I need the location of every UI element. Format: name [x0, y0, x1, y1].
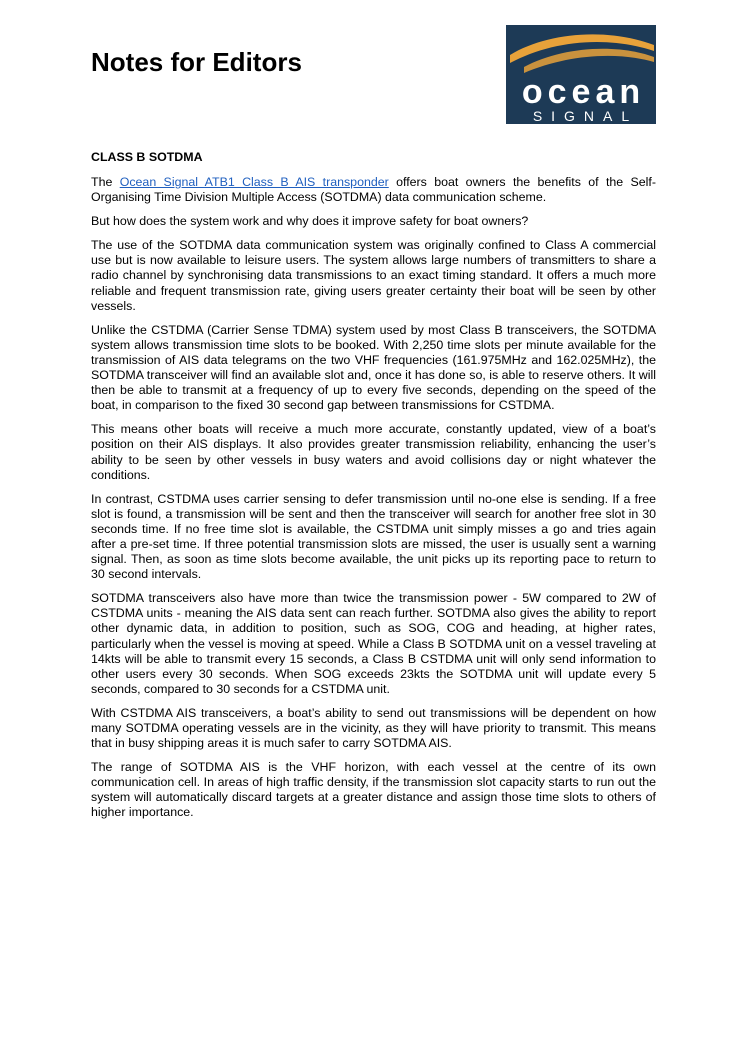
section-heading: CLASS B SOTDMA	[91, 150, 203, 164]
intro-suffix: offers boat owners the benefits of the Self-Organising Time Division Multiple Access (SOTDMA) data communication scheme.	[91, 175, 656, 205]
paragraph-cstdma-contrast: In contrast, CSTDMA uses carrier sensing to defer transmission until no-one else is sending. If a free slot is found, a transmission will be sent and then the transceiver will search for another free slot in 30 seconds time. If no free time slot is available, the CSTDMA unit simply misses a go and tries again after a pre-set time. If three potential transmission slots are missed, the user is usually sent a warning signal. Then, as soon as time slots become available, the unit picks up its reporting pace to return to 30 second intervals.	[91, 491, 656, 582]
paragraph-range: The range of SOTDMA AIS is the VHF horizon, with each vessel at the centre of its own communication cell. In areas of high traffic density, if the transmission slot capacity starts to run out the system will automatically discard targets at a greater distance and assign those time slots to others of higher importance.	[91, 760, 656, 820]
logo-wordmark-ocean: ocean	[521, 73, 646, 111]
ocean-signal-logo	[506, 25, 656, 124]
article-body	[91, 150, 656, 830]
product-link[interactable]: Ocean Signal ATB1 Class B AIS transponder	[119, 175, 389, 189]
paragraph-time-slots: Unlike the CSTDMA (Carrier Sense TDMA) system used by most Class B transceivers, the SOTDMA system allows transmission time slots to be booked. With 2,250 time slots per minute available for the transmission of AIS data telegrams on the two VHF frequencies (161.975MHz and 162.025MHz), the SOTDMA transceiver will find an available slot and, once it has done so, is able to reserve others. It will then be able to transmit at a frequency of up to every five seconds, depending on the speed of the boat, in comparison to the fixed 30 second gap between transmissions for CSTDMA.	[91, 322, 656, 413]
paragraph-transmission-power: SOTDMA transceivers also have more than twice the transmission power - 5W compared to 2W of CSTDMA units - meaning the AIS data sent can reach further. SOTDMA also gives the ability to report other dynamic data, in addition to position, such as SOG, COG and heading, at higher rates, particularly when the vessel is moving at speed. While a Class B SOTDMA unit on a vessel traveling at 14kts will be able to transmit every 15 seconds, a Class B CSTDMA unit will only send information to other users every 30 seconds. When SOG exceeds 23kts the SOTDMA unit will update every 5 seconds, compared to 30 seconds for a CSTDMA unit.	[91, 591, 656, 696]
paragraph-accuracy: This means other boats will receive a much more accurate, constantly updated, view of a boat’s position on their AIS displays. It also provides greater transmission reliability, enhancing the user’s ability to be seen by other vessels in busy waters and avoid collisions day or night whatever the conditions.	[91, 422, 656, 482]
logo-wordmark-signal: SIGNAL	[532, 108, 639, 124]
paragraph-sotdma-origin: The use of the SOTDMA data communication system was originally confined to Class A commercial use but is now available to leisure users. The system allows large numbers of transmitters to share a radio channel by synchronising data transmissions to an exact timing standard. It offers a much more reliable and frequent transmission rate, giving users greater certainty their boat will be seen by other vessels.	[91, 238, 656, 313]
intro-prefix: The	[91, 175, 120, 189]
page-title: Notes for Editors	[91, 47, 302, 77]
paragraph-question: But how does the system work and why does it improve safety for boat owners?	[91, 214, 529, 229]
paragraph-priority: With CSTDMA AIS transceivers, a boat’s ability to send out transmissions will be dependent on how many SOTDMA operating vessels are in the vicinity, as they will have priority to transmit. This means that in busy shipping areas it is much safer to carry SOTDMA AIS.	[91, 705, 656, 751]
intro-paragraph	[91, 175, 656, 205]
